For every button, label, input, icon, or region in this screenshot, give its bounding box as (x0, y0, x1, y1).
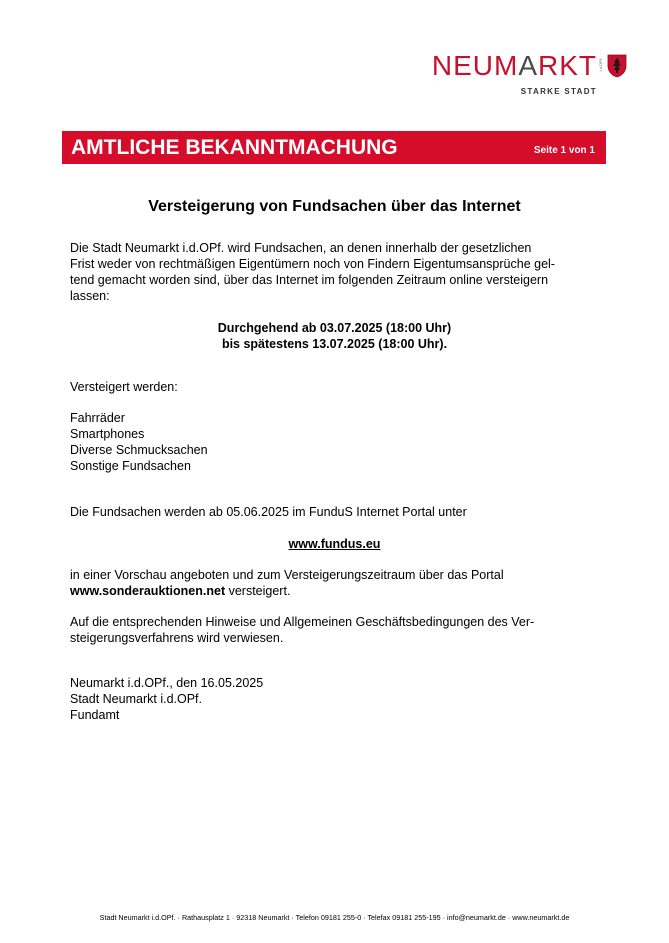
terms-line: steigerungsverfahrens wird verwiesen. (70, 631, 284, 645)
fundus-link[interactable]: www.fundus.eu (288, 537, 381, 551)
logo-wordmark: NEUMARKT (431, 50, 597, 81)
intro-line: tend gemacht worden sind, über das Internet im folgenden Zeitraum online versteigern (70, 273, 549, 287)
terms-paragraph (70, 614, 610, 646)
list-item: Sonstige Fundsachen (70, 459, 191, 473)
intro-line: Die Stadt Neumarkt i.d.OPf. wird Fundsachen, an denen innerhalb der gesetzlichen (70, 241, 532, 255)
auction-period (0, 320, 669, 352)
logo-small-text: i.d.OPf. (598, 58, 603, 72)
banner-title: AMTLICHE BEKANNTMACHUNG (71, 136, 398, 159)
neumarkt-logo (427, 50, 627, 100)
intro-line: lassen: (70, 289, 110, 303)
terms-line: Auf die entsprechenden Hinweise und Allgemeinen Geschäftsbedingungen des Ver- (70, 615, 535, 629)
list-item: Smartphones (70, 427, 145, 441)
items-list (70, 410, 610, 474)
period-end: bis spätestens 13.07.2025 (18:00 Uhr). (221, 337, 448, 351)
footer-contact: Stadt Neumarkt i.d.OPf. · Rathausplatz 1 · 92318 Neumarkt · Telefon 09181 255-0 · Telefax 09181 255-195 · info@neumarkt.de · www.neumarkt.de (99, 913, 570, 922)
signature-date: Neumarkt i.d.OPf., den 16.05.2025 (70, 676, 264, 690)
logo-tagline: STARKE STADT (520, 87, 597, 96)
preview-paragraph: Die Fundsachen werden ab 05.06.2025 im FunduS Internet Portal unter (70, 505, 467, 519)
intro-line: Frist weder von rechtmäßigen Eigentümern noch von Findern Eigentumsansprüche gel- (70, 257, 555, 271)
auction-line: in einer Vorschau angeboten und zum Versteigerungszeitraum über das Portal (70, 568, 504, 582)
period-start: Durchgehend ab 03.07.2025 (18:00 Uhr) (217, 321, 452, 335)
sonderauktionen-link[interactable]: www.sonderauktionen.net (70, 584, 226, 598)
signature-department: Fundamt (70, 708, 120, 722)
auction-line (70, 583, 610, 599)
coat-of-arms-icon (607, 54, 627, 78)
signature-authority: Stadt Neumarkt i.d.OPf. (70, 692, 202, 706)
list-item: Diverse Schmucksachen (70, 443, 208, 457)
items-heading: Versteigert werden: (70, 380, 178, 394)
intro-paragraph (70, 240, 610, 304)
auction-paragraph (70, 567, 610, 599)
fundus-link-container (0, 536, 669, 552)
header-banner (62, 131, 606, 164)
list-item: Fahrräder (70, 411, 125, 425)
page-indicator: Seite 1 von 1 (533, 145, 595, 156)
signature-block (70, 675, 610, 723)
auction-suffix: versteigert. (225, 584, 291, 598)
document-title: Versteigerung von Fundsachen über das Internet (148, 198, 521, 215)
